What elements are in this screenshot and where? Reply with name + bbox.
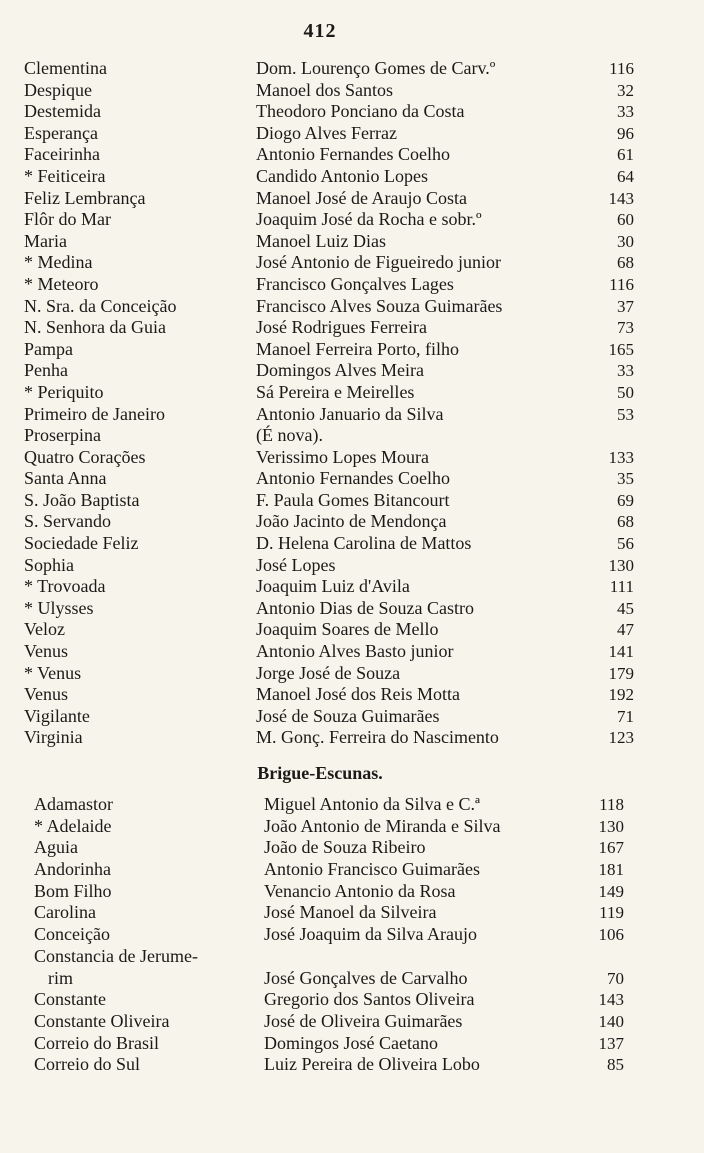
tonnage: 119	[599, 903, 624, 923]
vessel-name: Santa Anna	[24, 468, 107, 489]
list-item	[24, 58, 634, 80]
tonnage: 37	[617, 296, 634, 316]
vessel-name: Correio do Brasil	[34, 1032, 159, 1053]
owner-name: Antonio Januario da Silva	[256, 403, 444, 424]
vessel-name: Primeiro de Janeiro	[24, 403, 165, 424]
vessel-name: Sophia	[24, 554, 75, 575]
list-item	[24, 533, 634, 555]
tonnage: 53	[617, 404, 634, 424]
tonnage: 61	[617, 145, 634, 165]
vessel-name: * Feiticeira	[24, 165, 106, 186]
owner-name: Manoel José de Araujo Costa	[256, 187, 467, 208]
owner-name: Candido Antonio Lopes	[256, 165, 428, 186]
list-item	[24, 296, 634, 318]
vessel-name: Andorinha	[34, 859, 111, 880]
owner-name: Antonio Francisco Guimarães	[264, 859, 480, 880]
list-item	[24, 706, 634, 728]
list-item	[24, 339, 634, 361]
vessel-name: * Venus	[24, 662, 82, 683]
vessel-name: Virginia	[24, 727, 83, 748]
tonnage: 179	[608, 663, 634, 683]
brigue-escunas-section	[34, 794, 634, 1076]
list-item	[34, 1011, 634, 1033]
vessel-name: Maria	[24, 230, 67, 251]
list-item	[34, 946, 634, 968]
tonnage: 149	[598, 881, 624, 901]
vessel-name: Clementina	[24, 58, 107, 78]
vessel-name: Penha	[24, 360, 68, 381]
tonnage: 137	[598, 1033, 624, 1053]
list-item	[34, 989, 634, 1011]
list-item	[24, 598, 634, 620]
vessel-name: N. Sra. da Conceição	[24, 295, 177, 316]
tonnage: 68	[617, 512, 634, 532]
tonnage: 56	[617, 534, 634, 554]
vessel-name: * Medina	[24, 252, 93, 273]
owner-name: José Lopes	[256, 554, 336, 575]
owner-name: Domingos José Caetano	[264, 1032, 438, 1053]
tonnage: 60	[617, 210, 634, 230]
tonnage: 33	[617, 102, 634, 122]
vessel-name: Quatro Corações	[24, 446, 146, 467]
list-item	[34, 859, 634, 881]
vessel-name: S. João Baptista	[24, 489, 140, 510]
vessel-name: Correio do Sul	[34, 1054, 140, 1075]
owner-name: José de Oliveira Guimarães	[264, 1010, 463, 1031]
list-item	[34, 794, 634, 816]
tonnage: 35	[617, 469, 634, 489]
list-item	[24, 468, 634, 490]
vessel-name: Conceição	[34, 924, 110, 945]
vessel-name: Esperança	[24, 122, 98, 143]
tonnage: 118	[599, 795, 624, 814]
list-item	[34, 924, 634, 946]
list-item	[24, 231, 634, 253]
owner-name: Luiz Pereira de Oliveira Lobo	[264, 1054, 480, 1075]
owner-name: Manoel dos Santos	[256, 79, 393, 100]
list-item	[24, 274, 634, 296]
tonnage: 33	[617, 361, 634, 381]
vessel-name: Aguia	[34, 837, 78, 858]
list-item	[24, 360, 634, 382]
owner-name: Antonio Fernandes Coelho	[256, 144, 450, 165]
owner-name: Miguel Antonio da Silva e C.ª	[264, 794, 480, 814]
list-item	[24, 447, 634, 469]
list-item	[34, 816, 634, 838]
tonnage: 143	[608, 188, 634, 208]
list-item	[24, 425, 634, 447]
owner-name: José Manoel da Silveira	[264, 902, 437, 923]
vessel-name: Adamastor	[34, 794, 113, 814]
tonnage: 30	[617, 231, 634, 251]
list-item	[24, 144, 634, 166]
owner-name: João Jacinto de Mendonça	[256, 511, 447, 532]
list-item	[34, 1054, 634, 1076]
owner-name: Antonio Alves Basto junior	[256, 641, 454, 662]
vessel-name: * Periquito	[24, 381, 104, 402]
list-item	[24, 663, 634, 685]
owner-name: (É nova).	[256, 425, 323, 446]
owner-name: M. Gonç. Ferreira do Nascimento	[256, 727, 499, 748]
owner-name: Joaquim Soares de Mello	[256, 619, 439, 640]
list-item	[24, 619, 634, 641]
vessel-name: * Ulysses	[24, 597, 94, 618]
owner-name: José Rodrigues Ferreira	[256, 317, 427, 338]
tonnage: 70	[607, 968, 624, 988]
vessel-name: Constante Oliveira	[34, 1010, 170, 1031]
owner-name: Joaquim Luiz d'Avila	[256, 576, 410, 597]
list-item	[24, 404, 634, 426]
owner-name: Antonio Fernandes Coelho	[256, 468, 450, 489]
vessel-name: Sociedade Feliz	[24, 533, 139, 554]
tonnage: 47	[617, 620, 634, 640]
tonnage: 69	[617, 490, 634, 510]
tonnage: 32	[617, 80, 634, 100]
tonnage: 45	[617, 598, 634, 618]
owner-name: Francisco Alves Souza Guimarães	[256, 295, 503, 316]
tonnage: 140	[598, 1011, 624, 1031]
owner-name: D. Helena Carolina de Mattos	[256, 533, 472, 554]
owner-name: Gregorio dos Santos Oliveira	[264, 989, 475, 1010]
tonnage: 130	[608, 555, 634, 575]
tonnage: 111	[609, 577, 634, 597]
list-item	[24, 576, 634, 598]
tonnage: 181	[598, 860, 624, 880]
vessel-name: Constancia de Jerume-	[34, 945, 198, 966]
list-item	[24, 209, 634, 231]
vessel-name: Venus	[24, 641, 68, 662]
list-item	[24, 317, 634, 339]
tonnage: 96	[617, 123, 634, 143]
vessel-name: Despique	[24, 79, 92, 100]
tonnage: 123	[608, 728, 634, 748]
list-item	[34, 1033, 634, 1055]
tonnage: 68	[617, 253, 634, 273]
vessel-name: Proserpina	[24, 425, 101, 446]
list-item	[24, 80, 634, 102]
owner-name: José Gonçalves de Carvalho	[264, 967, 468, 988]
owner-name: Manoel José dos Reis Motta	[256, 684, 460, 705]
owner-name: F. Paula Gomes Bitancourt	[256, 489, 450, 510]
vessel-name: Bom Filho	[34, 880, 112, 901]
vessel-name: * Meteoro	[24, 273, 99, 294]
vessel-name: Venus	[24, 684, 68, 705]
page-number: 412	[303, 20, 337, 42]
vessel-list-section	[24, 58, 634, 749]
list-item	[34, 968, 634, 990]
tonnage: 141	[608, 642, 634, 662]
list-item	[24, 188, 634, 210]
vessel-name: Veloz	[24, 619, 65, 640]
owner-name: Theodoro Ponciano da Costa	[256, 101, 465, 122]
vessel-name: Constante	[34, 989, 106, 1010]
owner-name: Joaquim José da Rocha e sobr.º	[256, 209, 482, 230]
tonnage: 116	[609, 59, 634, 78]
list-item	[34, 881, 634, 903]
tonnage: 50	[617, 382, 634, 402]
owner-name: José Antonio de Figueiredo junior	[256, 252, 501, 273]
tonnage: 85	[607, 1055, 624, 1075]
list-item	[24, 166, 634, 188]
tonnage: 167	[598, 838, 624, 858]
vessel-name: Faceirinha	[24, 144, 100, 165]
list-item	[24, 511, 634, 533]
owner-name: José de Souza Guimarães	[256, 705, 440, 726]
tonnage: 192	[608, 685, 634, 705]
list-item	[24, 555, 634, 577]
owner-name: Dom. Lourenço Gomes de Carv.º	[256, 58, 496, 78]
list-item	[34, 902, 634, 924]
owner-name: Manoel Ferreira Porto, filho	[256, 338, 459, 359]
owner-name: João de Souza Ribeiro	[264, 837, 426, 858]
tonnage: 143	[598, 990, 624, 1010]
vessel-name: Pampa	[24, 338, 73, 359]
vessel-name: rim	[48, 967, 73, 988]
owner-name: Francisco Gonçalves Lages	[256, 273, 454, 294]
list-item	[24, 490, 634, 512]
owner-name: Antonio Dias de Souza Castro	[256, 597, 474, 618]
owner-name: Diogo Alves Ferraz	[256, 122, 397, 143]
vessel-name: Carolina	[34, 902, 96, 923]
vessel-name: Feliz Lembrança	[24, 187, 146, 208]
vessel-name: Vigilante	[24, 705, 90, 726]
vessel-name: S. Servando	[24, 511, 111, 532]
list-item	[24, 727, 634, 749]
owner-name: Manoel Luiz Dias	[256, 230, 386, 251]
section-heading: Brigue-Escunas.	[257, 763, 383, 783]
vessel-name: * Adelaide	[34, 815, 112, 836]
tonnage: 165	[608, 339, 634, 359]
vessel-name: * Trovoada	[24, 576, 106, 597]
owner-name: Jorge José de Souza	[256, 662, 401, 683]
owner-name: Venancio Antonio da Rosa	[264, 880, 456, 901]
tonnage: 130	[598, 816, 624, 836]
tonnage: 133	[608, 447, 634, 467]
owner-name: José Joaquim da Silva Araujo	[264, 924, 477, 945]
list-item	[34, 837, 634, 859]
list-item	[24, 101, 634, 123]
vessel-name: N. Senhora da Guia	[24, 317, 166, 338]
owner-name: Verissimo Lopes Moura	[256, 446, 429, 467]
owner-name: Sá Pereira e Meirelles	[256, 381, 415, 402]
vessel-name: Flôr do Mar	[24, 209, 111, 230]
vessel-name: Destemida	[24, 101, 101, 122]
list-item	[24, 684, 634, 706]
list-item	[24, 123, 634, 145]
list-item	[24, 252, 634, 274]
list-item	[24, 382, 634, 404]
tonnage: 106	[598, 925, 624, 945]
tonnage: 64	[617, 166, 634, 186]
tonnage: 71	[617, 706, 634, 726]
owner-name: João Antonio de Miranda e Silva	[264, 815, 501, 836]
tonnage: 116	[609, 274, 634, 294]
tonnage: 73	[617, 318, 634, 338]
owner-name: Domingos Alves Meira	[256, 360, 424, 381]
list-item	[24, 641, 634, 663]
